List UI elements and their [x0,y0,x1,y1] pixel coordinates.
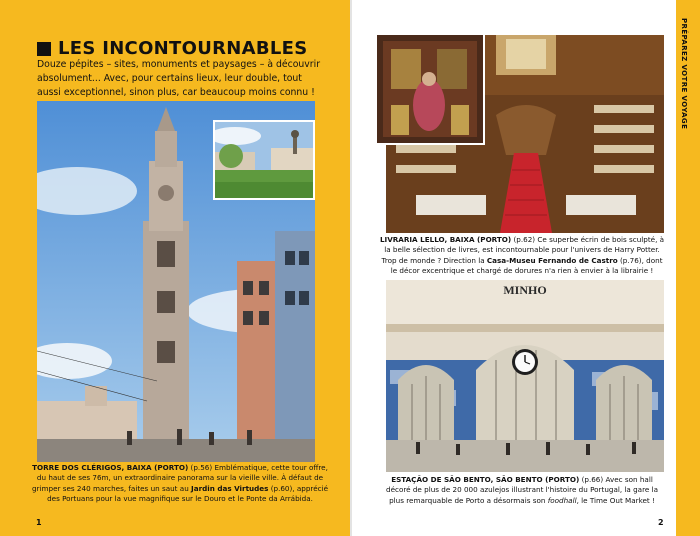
caption1-body-end: (p.76), dont le décor excentrique et chargé de dorures n'a rien à envier à la librairie ! [390,255,663,276]
caption2-body-end: , le Time Out Market ! [576,495,655,505]
caption-livraria-lello [378,235,666,277]
caption2-italic: foodhall [547,495,577,505]
caption-torre-dos-clerigos [30,463,330,505]
photo-jardin-das-virtudes [213,120,315,200]
caption2-title: ESTAÇÃO DE SÃO BENTO, SÃO BENTO (PORTO) [391,475,580,484]
caption2-body: (p.66) Avec son hall décoré de plus de 20 000 azulejos illustrant l'histoire du Portugal, la gare la plus remarquable de Porto a désormais son [386,475,658,505]
caption-title: TORRE DOS CLÉRIGOS, BAIXA (PORTO) [32,463,189,472]
caption1-highlight: Casa-Museu Fernando de Castro [486,255,618,265]
page-number-right: 2 [658,518,664,527]
caption-estacao-sao-bento [378,475,666,506]
caption-body-end: (p.60), apprécié des Portuans pour la vue magnifique sur le Douro et le Ponte da Arrábida. [47,483,328,504]
section-square-marker [37,42,51,56]
intro-paragraph: Douze pépites – sites, monuments et paysages – à découvrir absolument... Avec, pour certains lieux, leur double, tout aussi exceptionnel, sinon plus, car beaucoup moins connu ! [37,59,321,98]
photo-estacao-sao-bento [386,280,664,472]
section-header [37,38,308,59]
caption-highlight: Jardin das Virtudes [191,483,269,493]
side-tab-label: PRÉPAREZ VOTRE VOYAGE [680,18,688,130]
caption-ref: (p.56) [188,463,215,472]
station-sign: MINHO [503,283,547,297]
caption1-body: (p.62) Ce superbe écrin de bois sculpté, à la belle sélection de livres, est incontournable pour l'univers de Harry Potter. Trop de monde ? Direction la [381,235,665,265]
photo-casa-museu-fernando-de-castro [377,35,485,145]
caption1-title: LIVRARIA LELLO, BAIXA (PORTO) [379,235,512,244]
section-title: LES INCONTOURNABLES [58,38,308,59]
side-tab [676,0,700,536]
page-number-left: 1 [36,518,42,527]
caption-body: Emblématique, cette tour offre, du haut de ses 76m, un extraordinaire panorama sur la vieille ville. À défaut de grimper ses 240 marches, faites un saut au [32,463,328,493]
